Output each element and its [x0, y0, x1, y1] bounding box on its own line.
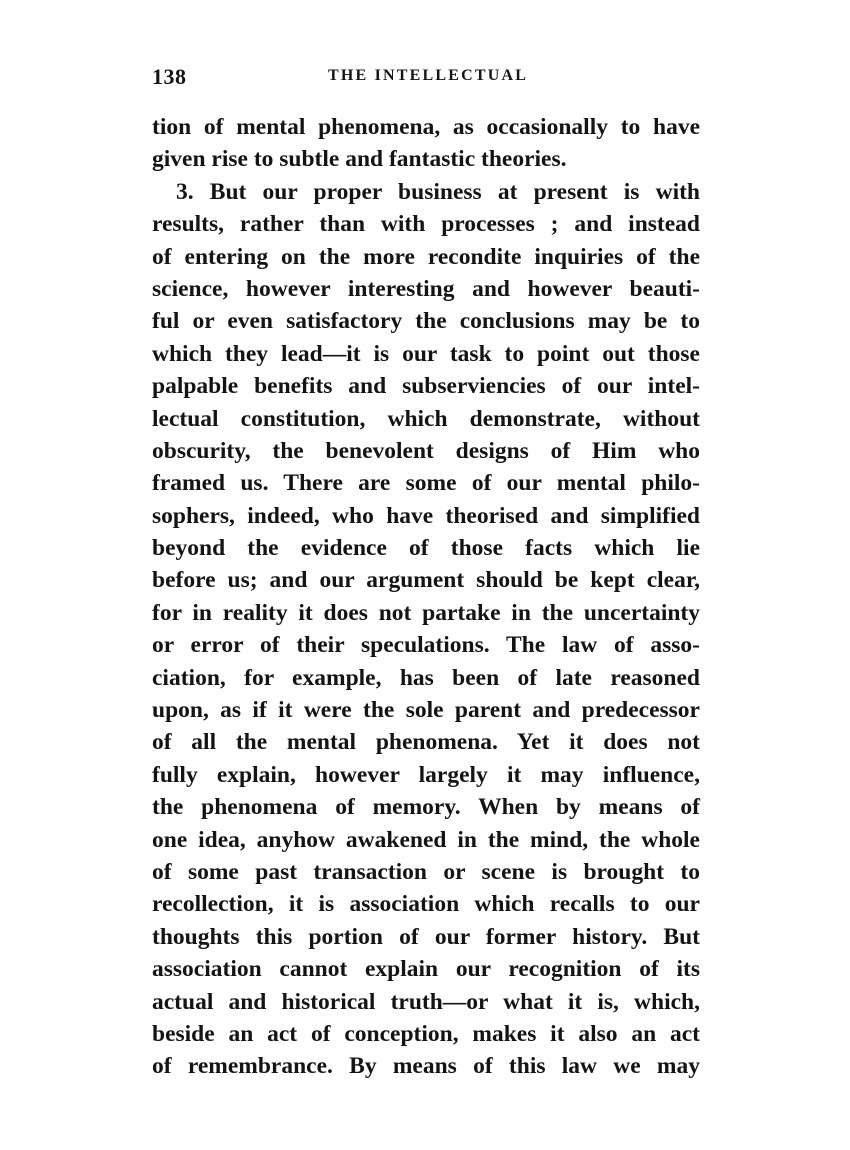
text-line: the phenomena of memory. When by means of — [152, 794, 700, 821]
text-line: actual and historical truth—or what it is, which, — [152, 988, 700, 1015]
text-line: of some past transaction or scene is brought to — [152, 858, 700, 885]
text-line: lectual constitution, which demonstrate, without — [152, 405, 700, 432]
text-line: for in reality it does not partake in the uncertainty — [152, 599, 700, 626]
text-line: given rise to subtle and fantastic theories. — [152, 146, 567, 173]
text-line: thoughts this portion of our former history. But — [152, 923, 700, 950]
running-title: THE INTELLECTUAL — [328, 67, 529, 84]
text-line: beside an act of conception, makes it also an act — [152, 1020, 700, 1047]
text-line: before us; and our argument should be kept clear, — [152, 567, 700, 594]
text-line: palpable benefits and subserviencies of our intel- — [152, 373, 700, 400]
text-line: of all the mental phenomena. Yet it does not — [152, 729, 700, 756]
text-line: upon, as if it were the sole parent and predecessor — [152, 697, 700, 724]
text-line: tion of mental phenomena, as occasionally to have — [152, 114, 700, 140]
text-line: fully explain, however largely it may influence, — [152, 761, 700, 788]
text-line: obscurity, the benevolent designs of Him who — [152, 437, 700, 464]
text-line: ciation, for example, has been of late reasoned — [152, 664, 700, 691]
page-number: 138 — [152, 64, 187, 89]
text-line: framed us. There are some of our mental philo- — [152, 470, 700, 497]
text-line: of remembrance. By means of this law we may — [152, 1053, 700, 1080]
text-line: which they lead—it is our task to point out those — [152, 340, 700, 367]
text-line: results, rather than with processes ; and instead — [152, 211, 700, 238]
text-line: science, however interesting and however beauti- — [152, 275, 700, 302]
text-line: 3. But our proper business at present is with — [176, 178, 700, 205]
text-line: association cannot explain our recognition of its — [152, 956, 700, 983]
text-line: beyond the evidence of those facts which lie — [152, 535, 700, 562]
running-head — [152, 64, 702, 94]
text-line: sophers, indeed, who have theorised and simplified — [152, 502, 700, 529]
text-line: one idea, anyhow awakened in the mind, the whole — [152, 826, 700, 853]
text-line: recollection, it is association which recalls to our — [152, 891, 700, 918]
text-line: of entering on the more recondite inquiries of the — [152, 243, 700, 270]
text-line: ful or even satisfactory the conclusions may be to — [152, 308, 700, 335]
body-text — [152, 111, 700, 1083]
text-line: or error of their speculations. The law of asso- — [152, 632, 700, 659]
